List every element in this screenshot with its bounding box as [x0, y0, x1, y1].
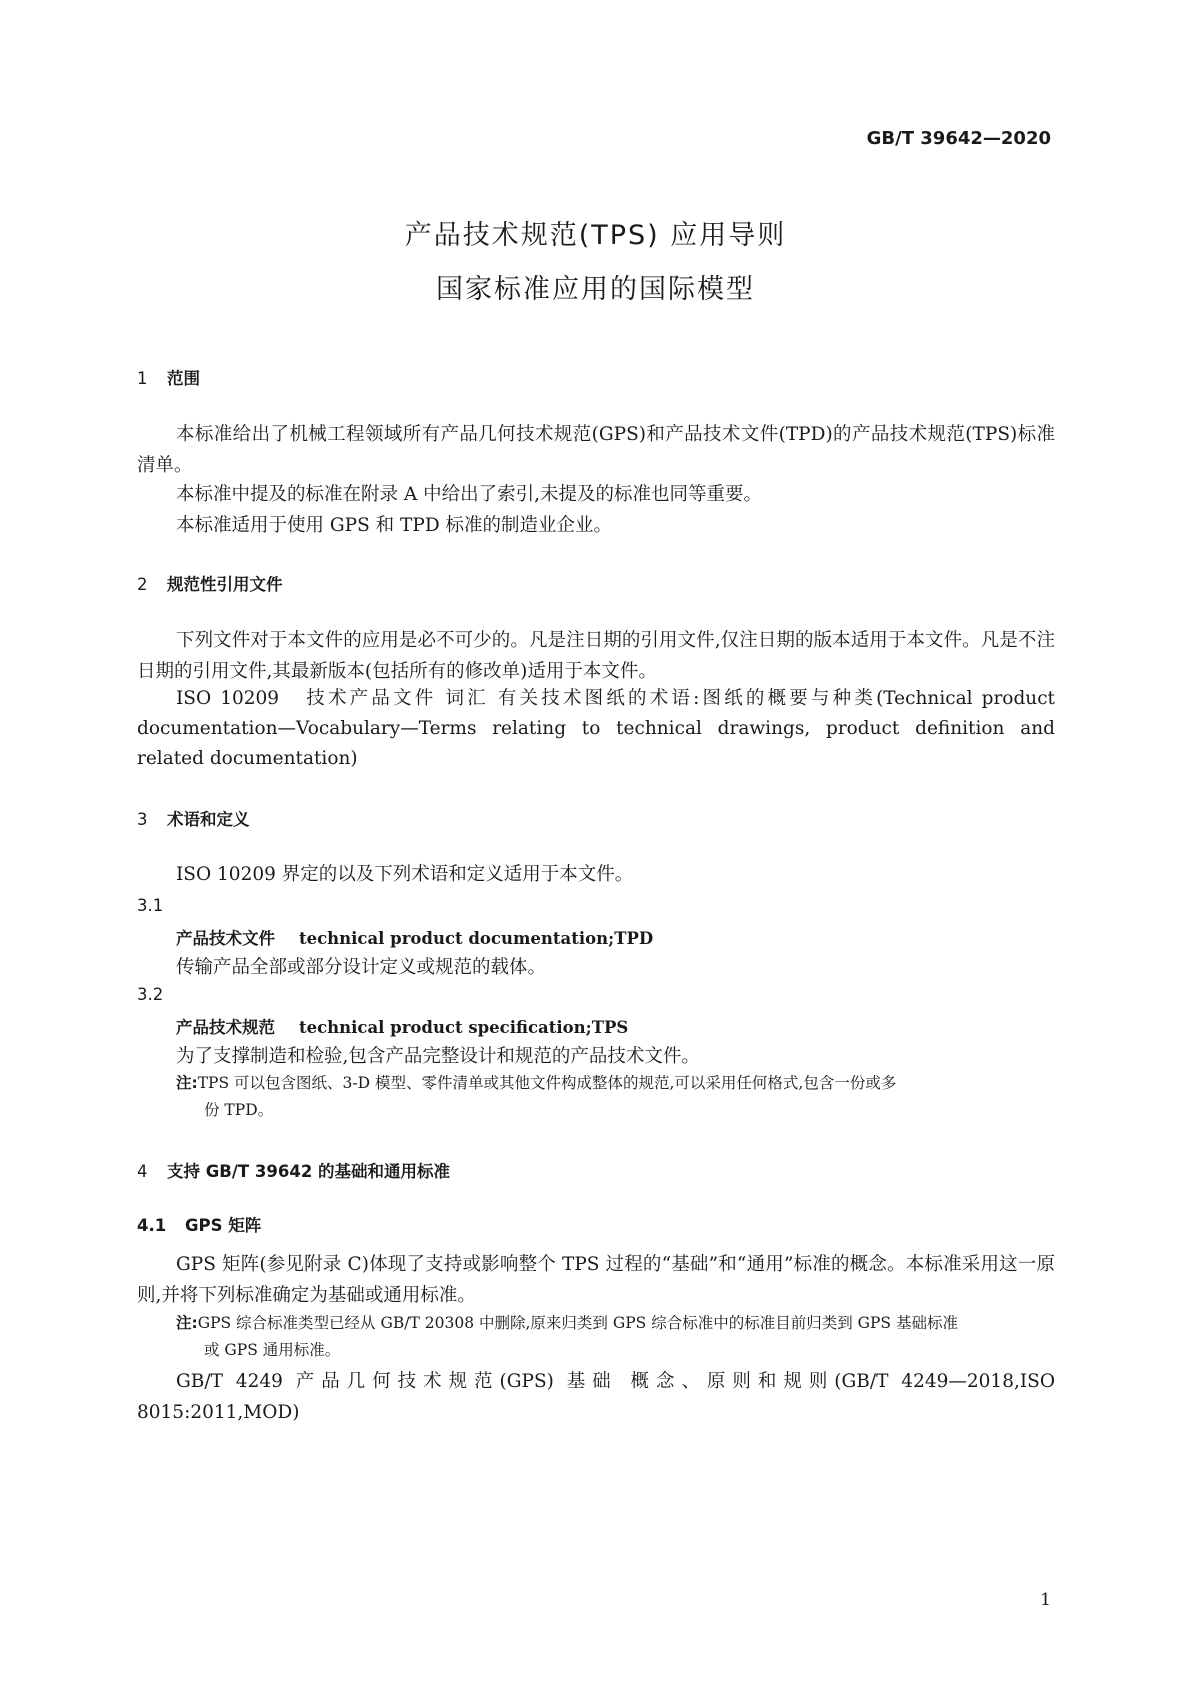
section-1-heading	[137, 365, 200, 389]
normative-reference-gb-t-4249: GB/T 4249 产品几何技术规范(GPS) 基础 概念、原则和规则(GB/T 4249—2018,ISO 8015:2011,MOD)	[137, 1371, 1055, 1423]
reference-title-en: (Technical product documentation—Vocabulary—Terms relating to technical drawings, product definition and related documentation)	[137, 688, 1055, 769]
note-label: 注:	[176, 1314, 198, 1332]
section-title: 术语和定义	[167, 810, 250, 829]
title-line-1: 产品技术规范(TPS) 应用导则	[404, 220, 787, 251]
section-title: 规范性引用文件	[167, 575, 283, 594]
section-title: 范围	[167, 369, 200, 388]
note-text-line-2: 份 TPD。	[204, 1101, 274, 1119]
subsection-number: 4.1	[137, 1216, 167, 1235]
section-3-heading	[137, 806, 250, 830]
term-3-1-definition: 传输产品全部或部分设计定义或规范的载体。	[176, 957, 547, 978]
term-3-2-title	[176, 1014, 628, 1038]
reference-code: ISO 10209	[176, 688, 280, 709]
section-number: 3	[137, 810, 148, 829]
section-4-1-note	[176, 1310, 1055, 1364]
section-2-heading	[137, 571, 283, 595]
section-3-paragraph-1: ISO 10209 界定的以及下列术语和定义适用于本文件。	[176, 864, 634, 885]
section-1-paragraph-3: 本标准适用于使用 GPS 和 TPD 标准的制造业企业。	[176, 515, 613, 536]
term-3-1-number: 3.1	[137, 896, 164, 915]
note-label: 注:	[176, 1074, 198, 1092]
standard-code: GB/T 39642—2020	[866, 128, 1051, 149]
section-4-1-paragraph-1: GPS 矩阵(参见附录 C)体现了支持或影响整个 TPS 过程的“基础”和“通用”标准的概念。本标准采用这一原则,并将下列标准确定为基础或通用标准。	[137, 1254, 1055, 1306]
section-number: 2	[137, 575, 148, 594]
note-text-line-1: TPS 可以包含图纸、3-D 模型、零件清单或其他文件构成整体的规范,可以采用任何格式,包含一份或多	[197, 1074, 897, 1092]
term-3-2-definition: 为了支撑制造和检验,包含产品完整设计和规范的产品技术文件。	[176, 1046, 700, 1067]
term-3-2-number: 3.2	[137, 985, 164, 1004]
term-3-1-title	[176, 925, 653, 949]
subsection-title: GPS 矩阵	[185, 1216, 262, 1235]
section-1-paragraph-1: 本标准给出了机械工程领域所有产品几何技术规范(GPS)和产品技术文件(TPD)的产品技术规范(TPS)标准清单。	[137, 424, 1055, 476]
term-name-en: technical product documentation;TPD	[299, 929, 654, 948]
section-4-heading	[137, 1158, 450, 1182]
section-title: 支持 GB/T 39642 的基础和通用标准	[167, 1162, 451, 1181]
section-number: 4	[137, 1162, 148, 1181]
section-1-paragraph-2: 本标准中提及的标准在附录 A 中给出了索引,未提及的标准也同等重要。	[176, 484, 763, 505]
reference-title-zh: 技术产品文件 词汇 有关技术图纸的术语:图纸的概要与种类	[303, 688, 877, 709]
page-number: 1	[1040, 1590, 1051, 1610]
term-3-2-note	[176, 1070, 1055, 1124]
section-2-paragraph-1: 下列文件对于本文件的应用是必不可少的。凡是注日期的引用文件,仅注日期的版本适用于本文件。凡是不注日期的引用文件,其最新版本(包括所有的修改单)适用于本文件。	[137, 630, 1055, 682]
term-name-en: technical product specification;TPS	[299, 1018, 629, 1037]
normative-reference-iso-10209	[137, 684, 1055, 774]
title-line-2: 国家标准应用的国际模型	[436, 274, 755, 305]
note-text-line-2: 或 GPS 通用标准。	[204, 1341, 341, 1359]
subsection-4-1-heading	[137, 1212, 261, 1236]
section-number: 1	[137, 369, 148, 388]
term-name-zh: 产品技术规范	[176, 1018, 275, 1037]
note-text-line-1: GPS 综合标准类型已经从 GB/T 20308 中删除,原来归类到 GPS 综合标准中的标准目前归类到 GPS 基础标准	[197, 1314, 958, 1332]
term-name-zh: 产品技术文件	[176, 929, 275, 948]
